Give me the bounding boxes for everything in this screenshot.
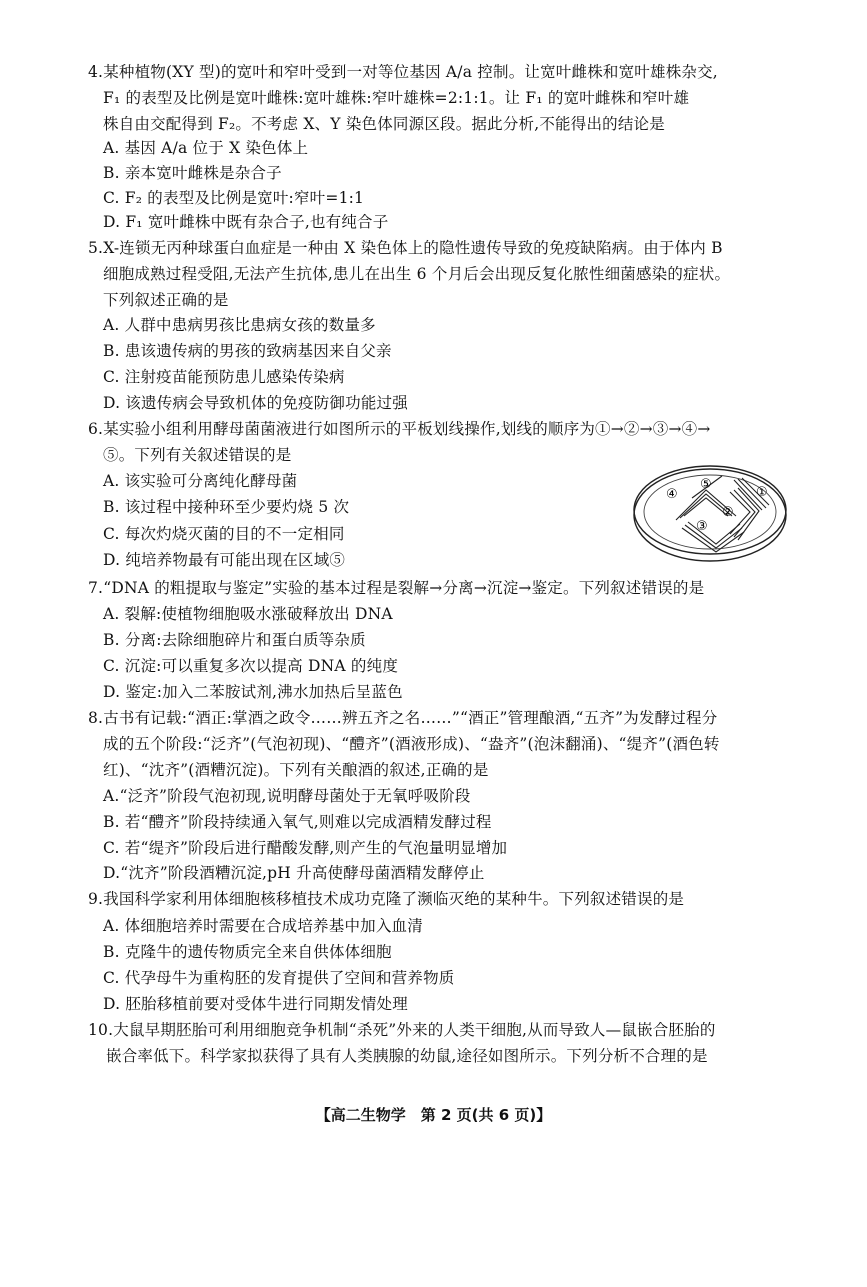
label-region-3: ③: [696, 519, 708, 534]
q10-stem-line-1: 10.大鼠早期胚胎可利用细胞竞争机制“杀死”外来的人类干细胞,从而导致人—鼠嵌合胚胎的: [88, 1021, 716, 1039]
q4-option-a: A. 基因 A/a 位于 X 染色体上: [103, 139, 309, 157]
q5-option-d: D. 该遗传病会导致机体的免疫防御功能过强: [103, 394, 408, 412]
q6-stem-line-1: 6.某实验小组利用酵母菌菌液进行如图所示的平板划线操作,划线的顺序为①→②→③→④→: [88, 420, 711, 438]
q9-option-c: C. 代孕母牛为重构胚的发育提供了空间和营养物质: [103, 969, 455, 987]
q10-stem-line-2: 嵌合率低下。科学家拟获得了具有人类胰腺的幼鼠,途径如图所示。下列分析不合理的是: [106, 1047, 708, 1065]
q4-option-c: C. F₂ 的表型及比例是宽叶:窄叶=1:1: [103, 189, 365, 207]
label-region-5: ⑤: [700, 477, 712, 492]
q4-stem-line-2: F₁ 的表型及比例是宽叶雌株:宽叶雄株:窄叶雄株=2:1:1。让 F₁ 的宽叶雌株和窄叶雄: [103, 89, 690, 107]
q5-option-c: C. 注射疫苗能预防患儿感染传染病: [103, 368, 345, 386]
q9-option-a: A. 体细胞培养时需要在合成培养基中加入血清: [103, 917, 423, 935]
q8-stem-line-2: 成的五个阶段:“泛齐”(气泡初现)、“醴齐”(酒液形成)、“盎齐”(泡沫翻涌)、“缇齐”(酒色转: [103, 735, 720, 753]
q8-option-d: D.“沈齐”阶段酒糟沉淀,pH 升高使酵母菌酒精发酵停止: [103, 864, 485, 882]
q7-stem-line-1: 7.“DNA 的粗提取与鉴定”实验的基本过程是裂解→分离→沉淀→鉴定。下列叙述错误的是: [88, 579, 705, 597]
q4-option-b: B. 亲本宽叶雌株是杂合子: [103, 164, 282, 182]
label-region-2: ②: [722, 505, 734, 520]
page-footer: 【高二生物学 第 2 页(共 6 页)】: [315, 1106, 552, 1124]
q9-option-d: D. 胚胎移植前要对受体牛进行同期发情处理: [103, 995, 408, 1013]
q5-option-a: A. 人群中患病男孩比患病女孩的数量多: [103, 316, 376, 334]
q4-option-d: D. F₁ 宽叶雌株中既有杂合子,也有纯合子: [103, 213, 389, 231]
q8-option-b: B. 若“醴齐”阶段持续通入氧气,则难以完成酒精发酵过程: [103, 813, 492, 831]
q9-option-b: B. 克隆牛的遗传物质完全来自供体体细胞: [103, 943, 392, 961]
q5-option-b: B. 患该遗传病的男孩的致病基因来自父亲: [103, 342, 392, 360]
q7-option-a: A. 裂解:使植物细胞吸水涨破释放出 DNA: [103, 605, 393, 623]
q4-stem-line-1: 4.某种植物(XY 型)的宽叶和窄叶受到一对等位基因 A/a 控制。让宽叶雌株和宽叶雄株杂交,: [88, 63, 718, 81]
q5-stem-line-3: 下列叙述正确的是: [103, 291, 229, 309]
q6-stem-line-2: ⑤。下列有关叙述错误的是: [103, 446, 292, 464]
q6-option-c: C. 每次灼烧灭菌的目的不一定相同: [103, 525, 345, 543]
q6-option-a: A. 该实验可分离纯化酵母菌: [103, 472, 298, 490]
q7-option-d: D. 鉴定:加入二苯胺试剂,沸水加热后呈蓝色: [103, 683, 403, 701]
petri-dish-streak-figure: [630, 458, 790, 568]
q7-option-b: B. 分离:去除细胞碎片和蛋白质等杂质: [103, 631, 366, 649]
label-region-1: ①: [756, 485, 768, 500]
q5-stem-line-1: 5.X-连锁无丙种球蛋白血症是一种由 X 染色体上的隐性遗传导致的免疫缺陷病。由于体内 B: [88, 239, 723, 257]
q8-stem-line-1: 8.古书有记载:“酒正:掌酒之政令……辨五齐之名……”“酒正”管理酿酒,“五齐”为发酵过程分: [88, 709, 718, 727]
q9-stem-line-1: 9.我国科学家利用体细胞核移植技术成功克隆了濒临灭绝的某种牛。下列叙述错误的是: [88, 890, 685, 908]
q7-option-c: C. 沉淀:可以重复多次以提高 DNA 的纯度: [103, 657, 399, 675]
q8-option-c: C. 若“缇齐”阶段后进行醋酸发酵,则产生的气泡量明显增加: [103, 839, 508, 857]
label-region-4: ④: [666, 487, 678, 502]
q6-option-b: B. 该过程中接种环至少要灼烧 5 次: [103, 498, 350, 516]
q4-stem-line-3: 株自由交配得到 F₂。不考虑 X、Y 染色体同源区段。据此分析,不能得出的结论是: [103, 115, 665, 133]
q5-stem-line-2: 细胞成熟过程受阻,无法产生抗体,患儿在出生 6 个月后会出现反复化脓性细菌感染的症状。: [103, 265, 731, 283]
q8-option-a: A.“泛齐”阶段气泡初现,说明酵母菌处于无氧呼吸阶段: [103, 787, 471, 805]
q8-stem-line-3: 红)、“沈齐”(酒糟沉淀)。下列有关酿酒的叙述,正确的是: [103, 761, 489, 779]
q6-option-d: D. 纯培养物最有可能出现在区域⑤: [103, 551, 346, 569]
